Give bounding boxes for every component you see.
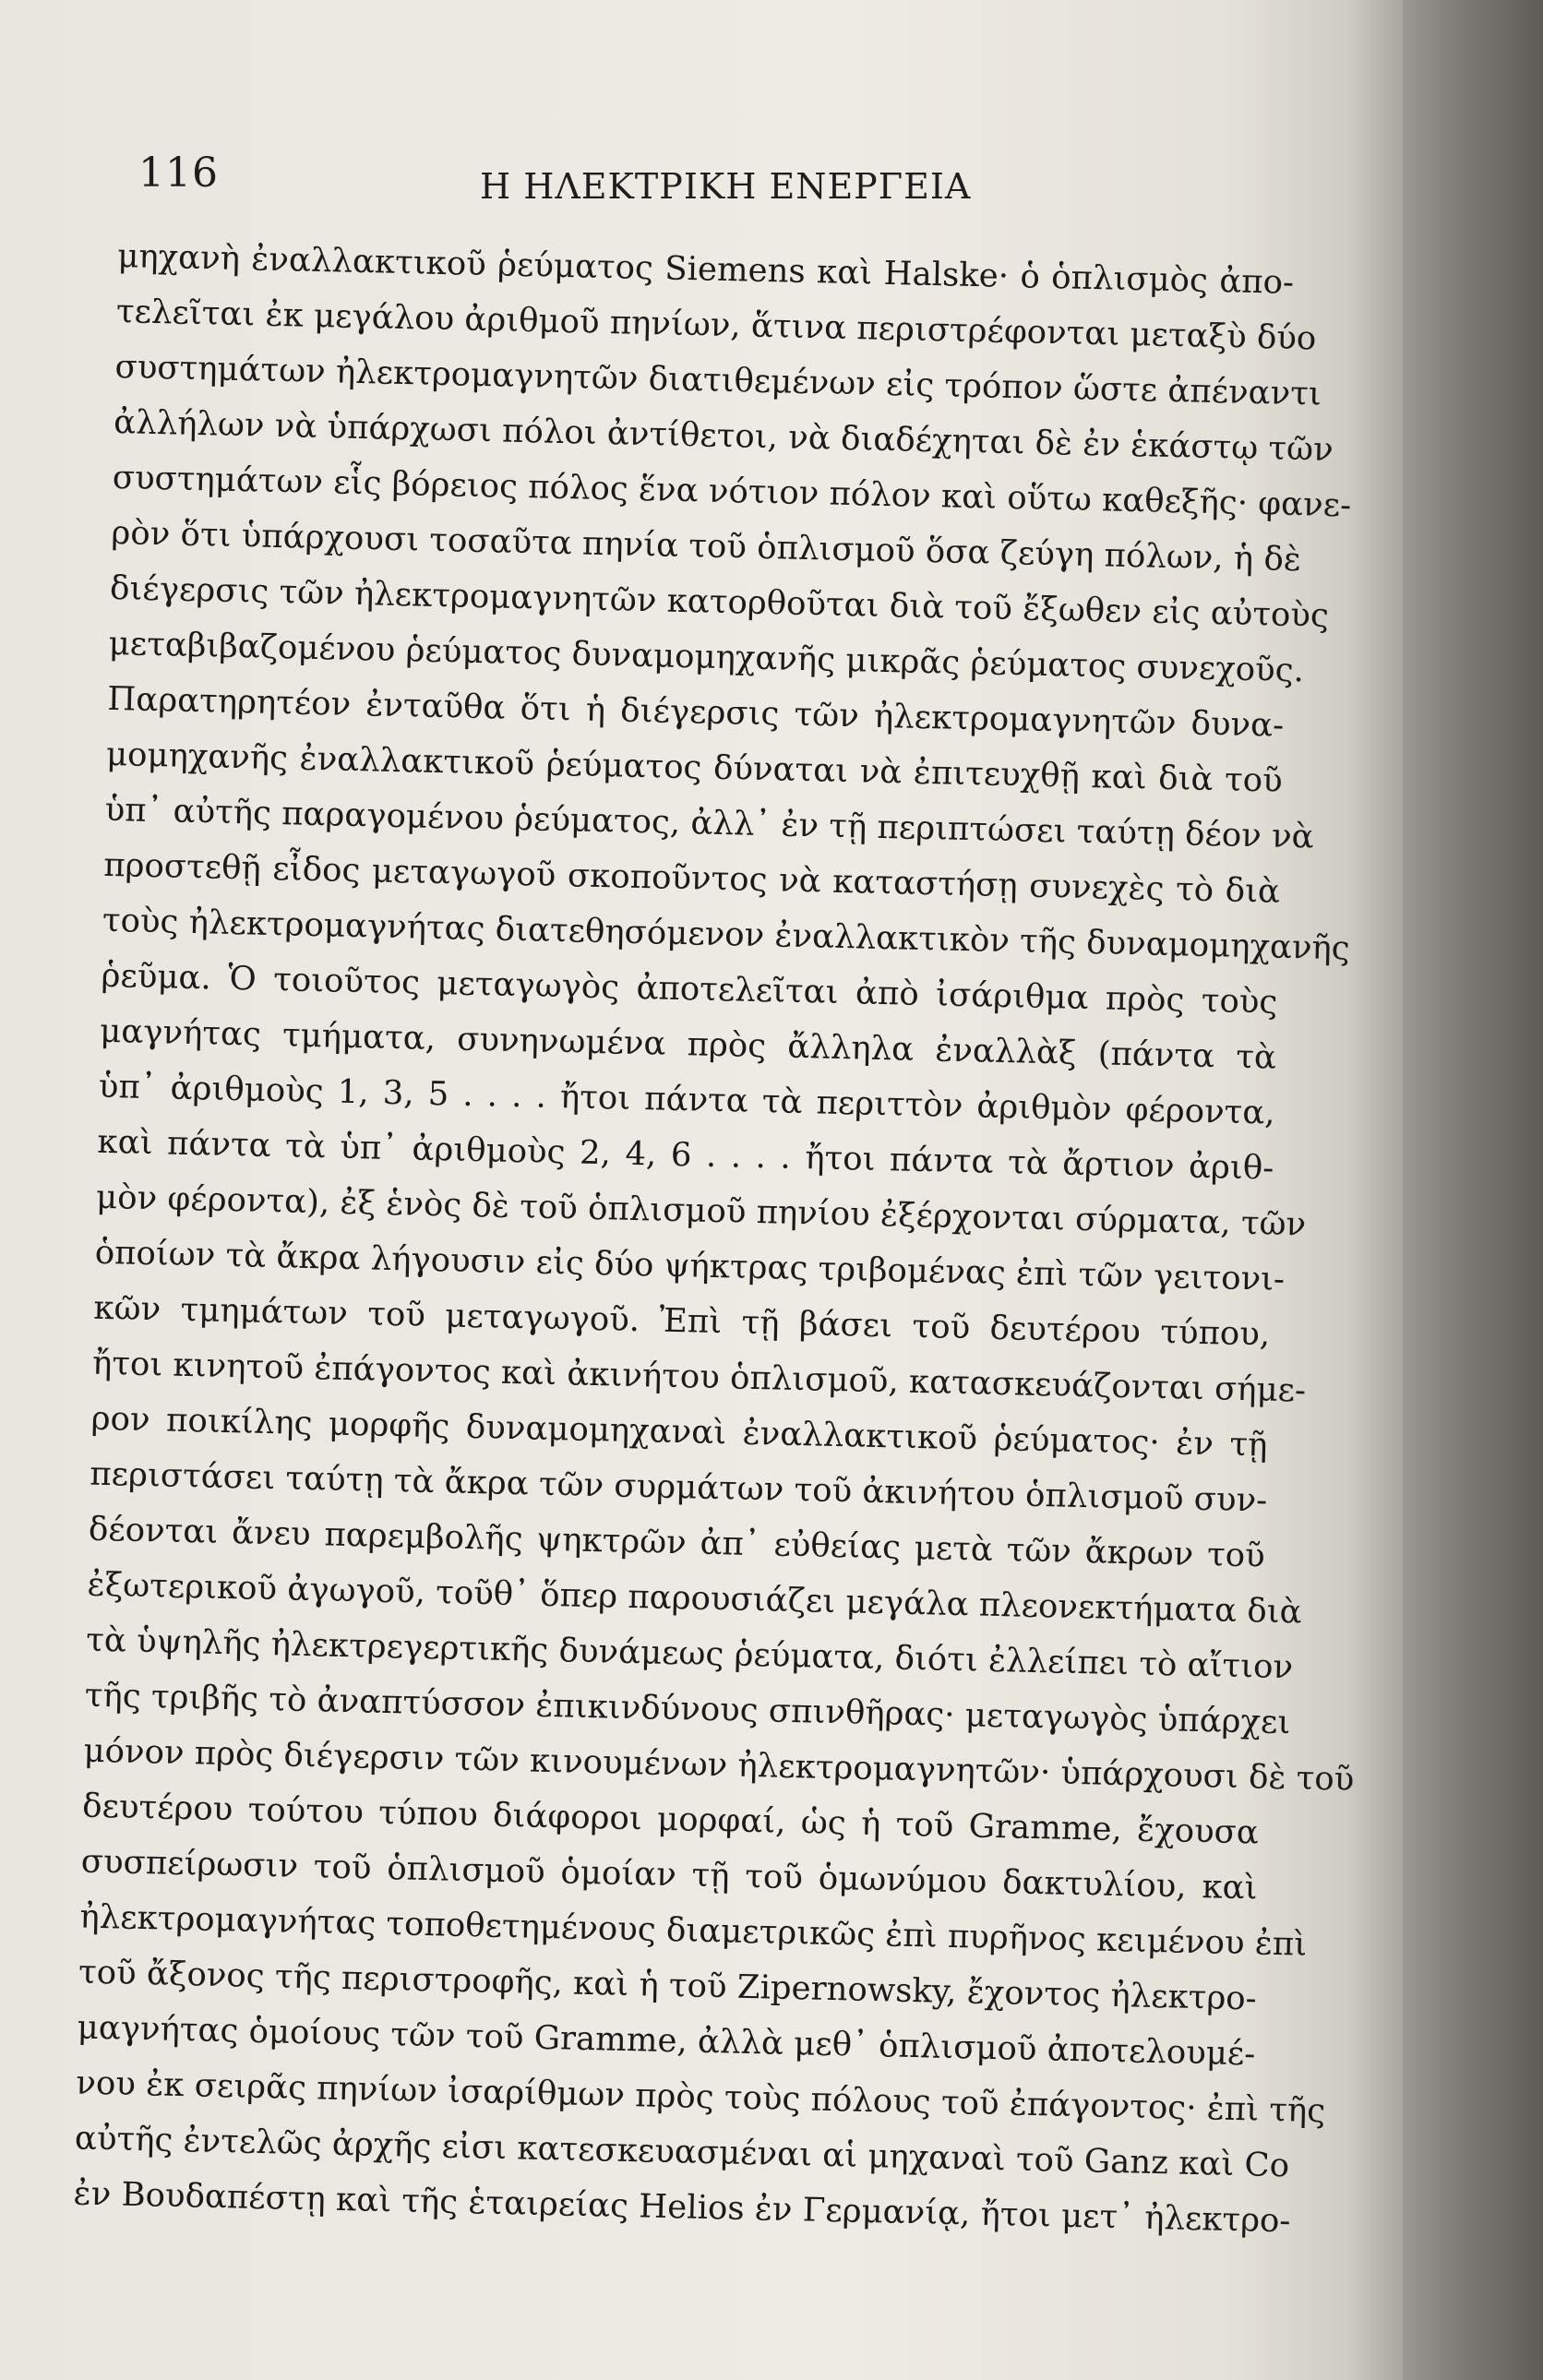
running-head: Η ΗΛΕΚΤΡΙΚΗ ΕΝΕΡΓΕΙΑ	[480, 166, 972, 207]
text-line: τοῦ ἄξονος τῆς περιστροφῆς, καὶ ἡ τοῦ Zipernowsky, ἔχοντος ἠλεκτρο-	[78, 1953, 1258, 2018]
text-line: μηχανὴ ἐναλλακτικοῦ ῥεύματος Siemens καὶ Halske· ὁ ὁπλισμὸς ἀπο-	[116, 236, 1295, 302]
text-line: μὸν φέροντα), ἐξ ἑνὸς δὲ τοῦ ὁπλισμοῦ πηνίου ἐξέρχονται σύρματα, τῶν	[95, 1178, 1307, 1244]
text-line: ῥεῦμα. Ὁ τοιοῦτος μεταγωγὸς ἀποτελεῖται ἀπὸ ἰσάριθμα πρὸς τοὺς	[101, 956, 1278, 1022]
text-line: ρὸν ὅτι ὑπάρχουσι τοσαῦτα πηνία τοῦ ὁπλισμοῦ ὅσα ζεύγη πόλων, ἡ δὲ	[111, 513, 1302, 580]
text-line: καὶ πάντα τὰ ὑπ᾽ ἀριθμοὺς 2, 4, 6 . . . . ἤτοι πάντα τὰ ἄρτιον ἀριθ-	[97, 1122, 1274, 1188]
text-line: συσπείρωσιν τοῦ ὁπλισμοῦ ὁμοίαν τῇ τοῦ ὁμωνύμου δακτυλίου, καὶ	[80, 1842, 1258, 1908]
text-line: συστημάτων εἷς βόρειος πόλος ἕνα νότιον πόλον καὶ οὕτω καθεξῆς· φανε-	[112, 458, 1352, 525]
text-line: μαγνήτας ὁμοίους τῶν τοῦ Gramme, ἀλλὰ μεθ᾽ ὁπλισμοῦ ἀποτελουμέ-	[77, 2008, 1256, 2074]
text-line: συστημάτων ἠλεκτρομαγνητῶν διατιθεμένων εἰς τρόπον ὥστε ἀπέναντι	[114, 347, 1322, 413]
text-line: ἐξωτερικοῦ ἀγωγοῦ, τοῦθ᾽ ὅπερ παρουσιάζει μεγάλα πλεονεκτήματα διὰ	[87, 1565, 1303, 1632]
text-line: κῶν τμημάτων τοῦ μεταγωγοῦ. Ἐπὶ τῇ βάσει τοῦ δευτέρου τύπου,	[93, 1288, 1271, 1354]
text-line: αὐτῆς ἐντελῶς ἀρχῆς εἰσι κατεσκευασμέναι αἱ μηχαναὶ τοῦ Ganz καὶ Co	[74, 2119, 1290, 2185]
text-line: δευτέρου τούτου τύπου διάφοροι μορφαί, ὡς ἡ τοῦ Gramme, ἔχουσα	[81, 1787, 1260, 1852]
text-line: μόνον πρὸς διέγερσιν τῶν κινουμένων ἠλεκτρομαγνητῶν· ὑπάρχουσι δὲ τοῦ	[83, 1731, 1355, 1799]
text-line: ὑπ᾽ ἀριθμοὺς 1, 3, 5 . . . . ἤτοι πάντα τὰ περιττὸν ἀριθμὸν φέροντα,	[98, 1067, 1276, 1132]
text-line: μομηχανῆς ἐναλλακτικοῦ ῥεύματος δύναται νὰ ἐπιτευχθῇ καὶ διὰ τοῦ	[105, 735, 1284, 800]
page-number: 116	[138, 149, 219, 197]
text-line: περιστάσει ταύτῃ τὰ ἄκρα τῶν συρμάτων τοῦ ἀκινήτου ὁπλισμοῦ συν-	[89, 1454, 1268, 1520]
text-line: προστεθῇ εἶδος μεταγωγοῦ σκοποῦντος νὰ καταστήσῃ συνεχὲς τὸ διὰ	[102, 845, 1281, 911]
text-line: δέονται ἄνευ παρεμβολῆς ψηκτρῶν ἀπ᾽ εὐθείας μετὰ τῶν ἄκρων τοῦ	[88, 1510, 1266, 1575]
text-line: ὁποίων τὰ ἄκρα λήγουσιν εἰς δύο ψήκτρας τριβομένας ἐπὶ τῶν γειτονι-	[94, 1233, 1286, 1298]
text-line: μαγνήτας τμήματα, συνηνωμένα πρὸς ἄλληλα ἐναλλὰξ (πάντα τὰ	[99, 1011, 1277, 1077]
text-line: ρον ποικίλης μορφῆς δυναμομηχαναὶ ἐναλλακτικοῦ ῥεύματος· ἐν τῇ	[90, 1399, 1268, 1465]
text-line: ὑπ᾽ αὐτῆς παραγομένου ῥεύματος, ἀλλ᾽ ἐν τῇ περιπτώσει ταύτῃ δέον νὰ	[104, 790, 1315, 856]
text-line: ἠλεκτρομαγνήτας τοποθετημένους διαμετρικῶς ἐπὶ πυρῆνος κειμένου ἐπὶ	[79, 1897, 1308, 1964]
text-line: νου ἐκ σειρᾶς πηνίων ἰσαρίθμων πρὸς τοὺς πόλους τοῦ ἐπάγοντος· ἐπὶ τῆς	[75, 2063, 1326, 2131]
text-line: ἀλλήλων νὰ ὑπάρχωσι πόλοι ἀντίθετοι, νὰ διαδέχηται δὲ ἐν ἑκάστῳ τῶν	[113, 402, 1334, 469]
text-line: τὰ ὑψηλῆς ἠλεκτρεγερτικῆς δυνάμεως ῥεύματα, διότι ἐλλείπει τὸ αἴτιον	[85, 1621, 1294, 1687]
text-line: ἤτοι κινητοῦ ἐπάγοντος καὶ ἀκινήτου ὁπλισμοῦ, κατασκευάζονται σήμε-	[91, 1344, 1307, 1410]
text-line: ἐν Βουδαπέστῃ καὶ τῆς ἑταιρείας Helios ἐν Γερμανίᾳ, ἤτοι μετ᾽ ἠλεκτρο-	[73, 2174, 1291, 2241]
text-line: τελεῖται ἐκ μεγάλου ἀριθμοῦ πηνίων, ἅτινα περιστρέφονται μεταξὺ δύο	[115, 292, 1317, 358]
body-text	[73, 229, 1355, 2248]
text-line: διέγερσις τῶν ἠλεκτρομαγνητῶν κατορθοῦται διὰ τοῦ ἔξωθεν εἰς αὐτοὺς	[109, 568, 1330, 635]
book-spine-shadow	[1403, 0, 1543, 2380]
text-line: τῆς τριβῆς τὸ ἀναπτύσσον ἐπικινδύνους σπινθῆρας· μεταγωγὸς ὑπάρχει	[84, 1676, 1291, 1742]
text-line: μεταβιβαζομένου ῥεύματος δυναμομηχανῆς μικρᾶς ῥεύματος συνεχοῦς.	[108, 624, 1305, 690]
text-line: τοὺς ἠλεκτρομαγνήτας διατεθησόμενον ἐναλλακτικὸν τῆς δυναμομηχανῆς	[102, 901, 1351, 968]
text-line: Παρατηρητέον ἐνταῦθα ὅτι ἡ διέγερσις τῶν ἠλεκτρομαγνητῶν δυνα-	[106, 679, 1285, 745]
